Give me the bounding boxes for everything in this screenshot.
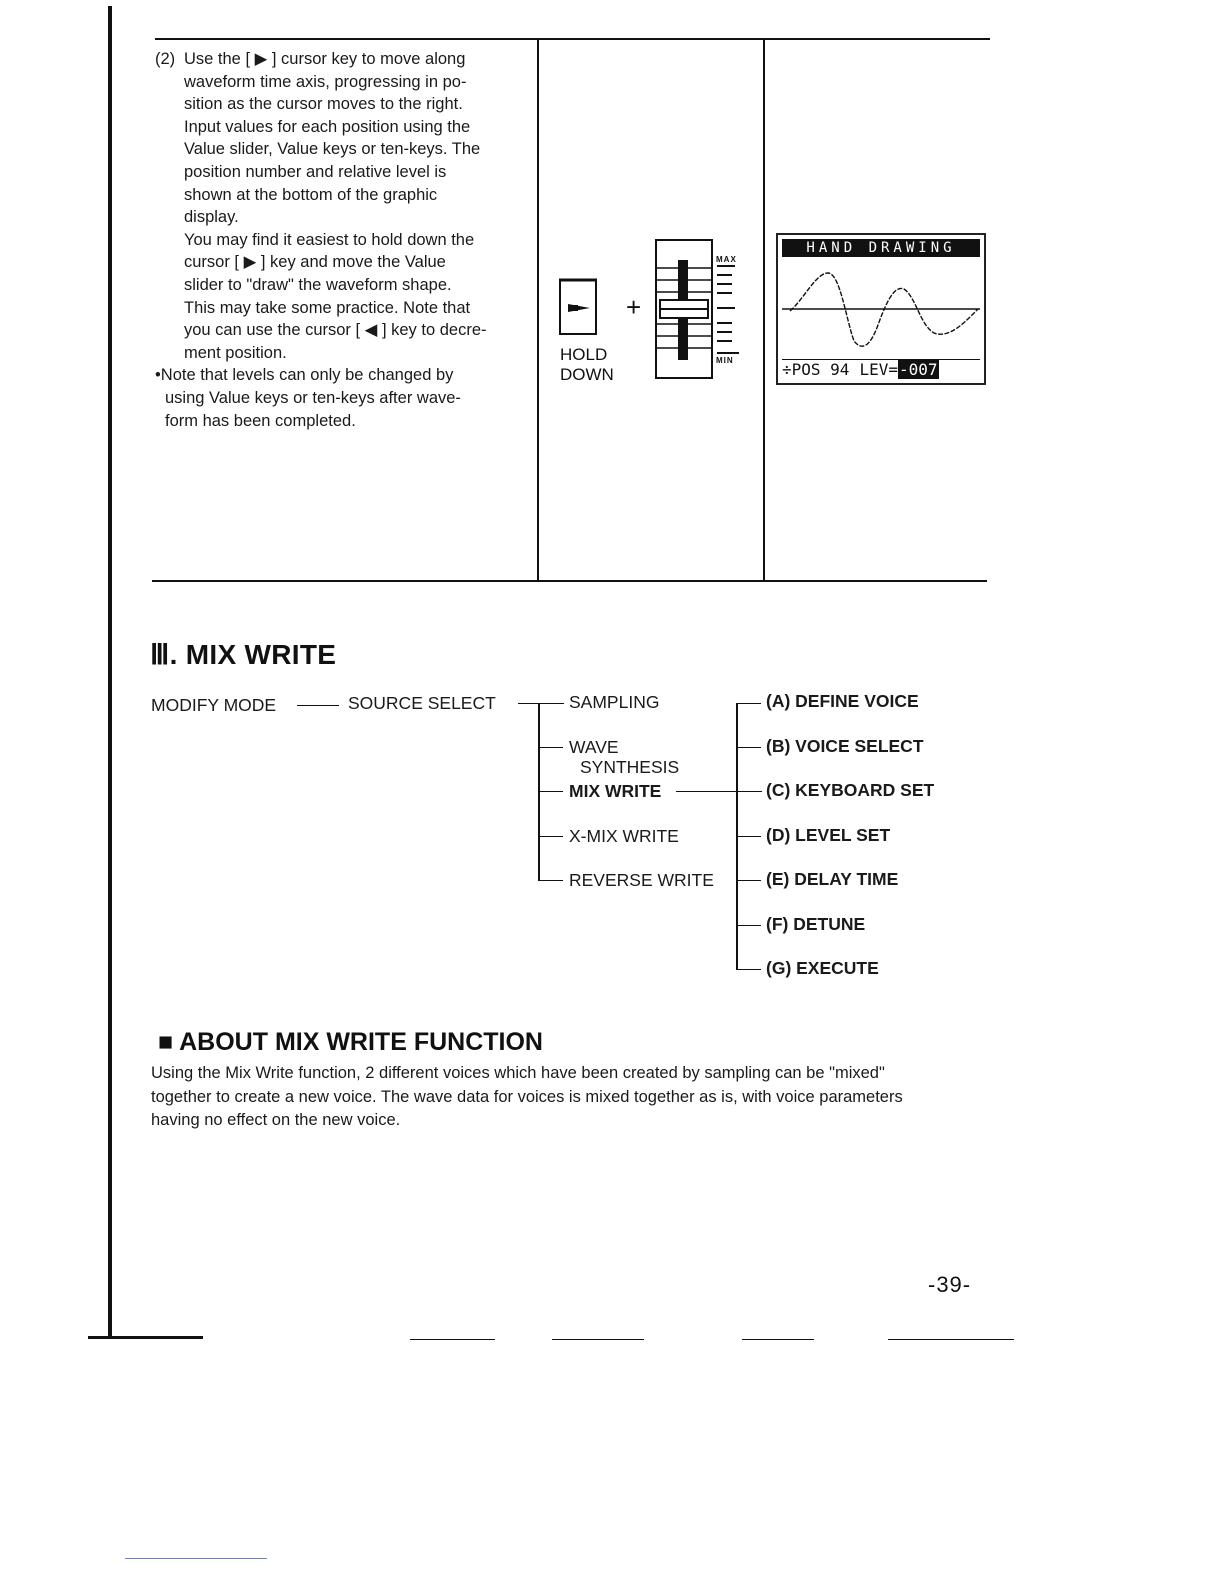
lcd-position: ÷POS 94 xyxy=(782,360,850,379)
tree-step-g: (G) EXECUTE xyxy=(766,958,879,978)
lcd-level-value: -007 xyxy=(898,360,938,379)
note-text: •Note that levels can only be changed by xyxy=(155,366,454,385)
tree-step-b: (B) VOICE SELECT xyxy=(766,736,924,756)
table-bottom-rule xyxy=(152,580,987,582)
lcd-status-rule xyxy=(782,359,980,360)
bottom-rule-dash xyxy=(410,1339,495,1340)
slider-max-label: MAX xyxy=(716,255,737,264)
plus-sign: + xyxy=(626,292,642,322)
table-divider xyxy=(537,38,539,581)
tree-source-sampling: SAMPLING xyxy=(569,692,660,712)
lcd-status-bar xyxy=(782,360,982,380)
tree-source-x-mix-write: X-MIX WRITE xyxy=(569,826,679,846)
tree-step-c: (C) KEYBOARD SET xyxy=(766,780,935,800)
tree-step-d: (D) LEVEL SET xyxy=(766,825,891,845)
hold-down-label: HOLD DOWN xyxy=(560,345,614,384)
tree-mix-connector xyxy=(676,791,762,792)
tree-source-synthesis: SYNTHESIS xyxy=(580,757,680,777)
waveform-graphic xyxy=(782,259,980,359)
table-top-rule xyxy=(155,38,990,40)
tree-modify-mode: MODIFY MODE xyxy=(151,695,277,715)
table-divider xyxy=(763,38,765,581)
bottom-rule-dash xyxy=(552,1339,644,1340)
lcd-title-bar xyxy=(782,239,980,257)
tree-source-wave: WAVE xyxy=(569,737,619,757)
bottom-rule-dash xyxy=(888,1339,1014,1340)
tree-source-select: SOURCE SELECT xyxy=(348,693,496,713)
about-body: Using the Mix Write function, 2 different voices which have been created by sampling can be "mixed" together to create a new voice. The wave data for voices is mixed together as is, with voice parameters having no effect on the new voice. xyxy=(151,1064,903,1129)
tree-source-trunk xyxy=(538,704,540,880)
bottom-rule xyxy=(88,1336,203,1339)
footer-blue-rule xyxy=(125,1558,267,1559)
binding-margin-line xyxy=(108,6,112,1338)
bottom-rule-dash xyxy=(742,1339,814,1340)
slider-min-label: MIN xyxy=(716,356,734,365)
tree-source-reverse-write: REVERSE WRITE xyxy=(569,870,714,890)
lcd-title: HAND DRAWING xyxy=(806,240,956,256)
lcd-level-label: LEV= xyxy=(859,360,898,379)
tree-step-a: (A) DEFINE VOICE xyxy=(766,691,919,711)
tree-source-mix-write: MIX WRITE xyxy=(569,781,662,801)
tree-step-f: (F) DETUNE xyxy=(766,914,866,934)
tree-steps-trunk xyxy=(736,703,738,969)
page-number: -39- xyxy=(928,1272,972,1297)
cursor-key-illustration xyxy=(556,278,600,338)
tree-step-e: (E) DELAY TIME xyxy=(766,869,899,889)
lcd-display xyxy=(776,233,986,385)
about-title: ■ ABOUT MIX WRITE FUNCTION xyxy=(158,1028,543,1056)
step-2-text: (2) Use the [ ▶ ] cursor key to move along waveform time axis, progressing in po- sition as the cursor moves to the right. Input values for each position using the Value slider, Value keys or ten-keys. The position number and relative level is shown at the bottom of the graphic display. You may find it easiest to hold down the cursor [ ▶ ] key and move the Value slider to "draw" the waveform shape. This may take some practice. Note that you can use the cursor [ ◀ ] key to decre- ment position. •Note that levels can only be changed by using Value keys or ten-keys after wave- form has been completed. xyxy=(155,48,520,432)
step-number: (2) xyxy=(155,50,176,68)
section-title: Ⅲ. MIX WRITE xyxy=(150,639,337,670)
